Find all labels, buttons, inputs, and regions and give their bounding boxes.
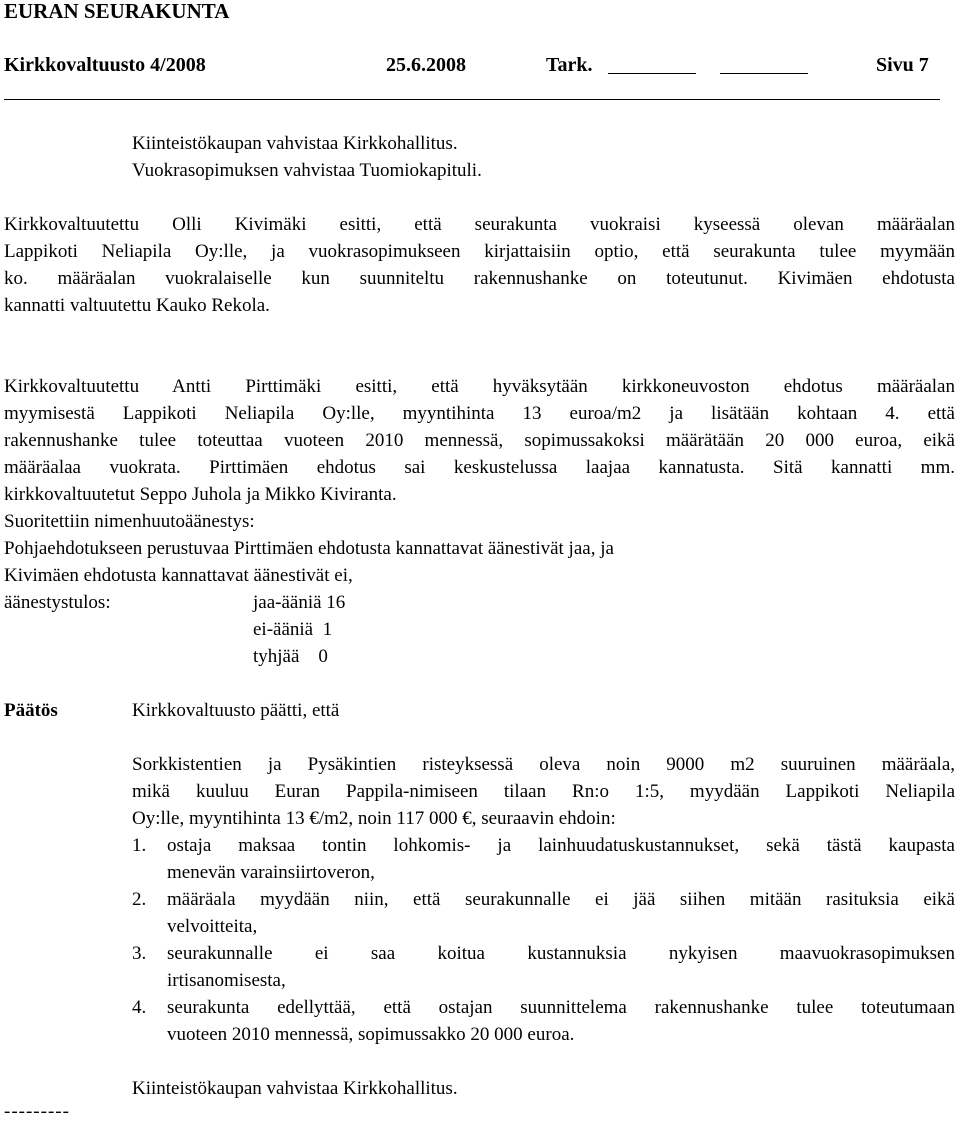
text-line: kirkkovaltuutetut Seppo Juhola ja Mikko Kiviranta. — [4, 484, 397, 505]
document-title: Kirkkovaltuusto 4/2008 — [4, 54, 206, 76]
condition-item — [132, 832, 955, 886]
item-number: 3. — [132, 943, 147, 964]
item-number: 2. — [132, 889, 147, 910]
text-line: Lappikoti Neliapila Oy:lle, ja vuokrasopimukseen kirjattaisiin optio, että seurakunta tulee myymään — [4, 241, 955, 262]
intro-line-2: Vuokrasopimuksen vahvistaa Tuomiokapituli. — [132, 160, 482, 181]
text-line: määräalaa vuokrata. Pirttimäen ehdotus sai keskustelussa laajaa kannatusta. Sitä kannatti mm. — [4, 457, 955, 478]
item-number: 1. — [132, 835, 147, 856]
text-line: Sorkkistentien ja Pysäkintien risteyksessä oleva noin 9000 m2 suuruinen määräala, — [132, 754, 955, 775]
text-line: menevän varainsiirtoveron, — [167, 862, 375, 883]
condition-item — [132, 886, 955, 940]
organization-name: EURAN SEURAKUNTA — [4, 0, 230, 23]
vote-yes: jaa-ääniä 16 — [253, 592, 346, 613]
text-line: ko. määräalan vuokralaiselle kun suunniteltu rakennushanke on toteutunut. Kivimäen ehdotusta — [4, 268, 955, 289]
decision-intro: Kirkkovaltuusto päätti, että — [132, 700, 340, 721]
text-line: Kirkkovaltuutettu Olli Kivimäki esitti, että seurakunta vuokraisi kyseessä olevan määräalan — [4, 214, 955, 235]
header-rule — [4, 99, 940, 100]
text-line: irtisanomisesta, — [167, 970, 286, 991]
vote-no: ei-ääniä 1 — [253, 619, 333, 640]
proposal-kivimaki — [4, 211, 955, 319]
footer-dashes: --------- — [4, 1101, 70, 1122]
checked-label: Tark. — [546, 54, 593, 76]
text-line: vuoteen 2010 mennessä, sopimussakko 20 000 euroa. — [167, 1024, 575, 1045]
signature-line-1 — [608, 73, 696, 74]
proposal-pirttimaki — [4, 373, 955, 508]
condition-item — [132, 994, 955, 1048]
text-line: velvoitteita, — [167, 916, 258, 937]
item-number: 4. — [132, 997, 147, 1018]
vote-heading: Suoritettiin nimenhuutoäänestys: — [4, 511, 255, 532]
meeting-date: 25.6.2008 — [386, 54, 466, 76]
text-line: Oy:lle, myyntihinta 13 €/m2, noin 117 000 €, seuraavin ehdoin: — [132, 808, 616, 829]
signature-line-2 — [720, 73, 808, 74]
page-number: Sivu 7 — [876, 54, 929, 76]
vote-line-1: Pohjaehdotukseen perustuvaa Pirttimäen ehdotusta kannattavat äänestivät jaa, ja — [4, 538, 614, 559]
text-line: mikä kuuluu Euran Pappila-nimiseen tilaan Rn:o 1:5, myydään Lappikoti Neliapila — [132, 781, 955, 802]
text-line: seurakunnalle ei saa koitua kustannuksia nykyisen maavuokrasopimuksen — [167, 943, 955, 964]
decision-label: Päätös — [4, 700, 58, 721]
text-line: ostaja maksaa tontin lohkomis- ja lainhuudatuskustannukset, sekä tästä kaupasta — [167, 835, 955, 856]
intro-line-1: Kiinteistökaupan vahvistaa Kirkkohallitus. — [132, 133, 458, 154]
text-line: seurakunta edellyttää, että ostajan suunnittelema rakennushanke tulee toteutumaan — [167, 997, 955, 1018]
decision-paragraph — [132, 751, 955, 832]
text-line: rakennushanke tulee toteuttaa vuoteen 2010 mennessä, sopimussakoksi määrätään 20 000 euroa, eikä — [4, 430, 955, 451]
decision-closing: Kiinteistökaupan vahvistaa Kirkkohallitus. — [132, 1078, 458, 1099]
text-line: myymisestä Lappikoti Neliapila Oy:lle, myyntihinta 13 euroa/m2 ja lisätään kohtaan 4. että — [4, 403, 955, 424]
vote-blank: tyhjää 0 — [253, 646, 328, 667]
text-line: määräala myydään niin, että seurakunnalle ei jää siihen mitään rasituksia eikä — [167, 889, 955, 910]
condition-item — [132, 940, 955, 994]
vote-line-2: Kivimäen ehdotusta kannattavat äänestivät ei, — [4, 565, 353, 586]
vote-result-label: äänestystulos: — [4, 592, 111, 613]
text-line: Kirkkovaltuutettu Antti Pirttimäki esitti, että hyväksytään kirkkoneuvoston ehdotus määräalan — [4, 376, 955, 397]
text-line: kannatti valtuutettu Kauko Rekola. — [4, 295, 270, 316]
